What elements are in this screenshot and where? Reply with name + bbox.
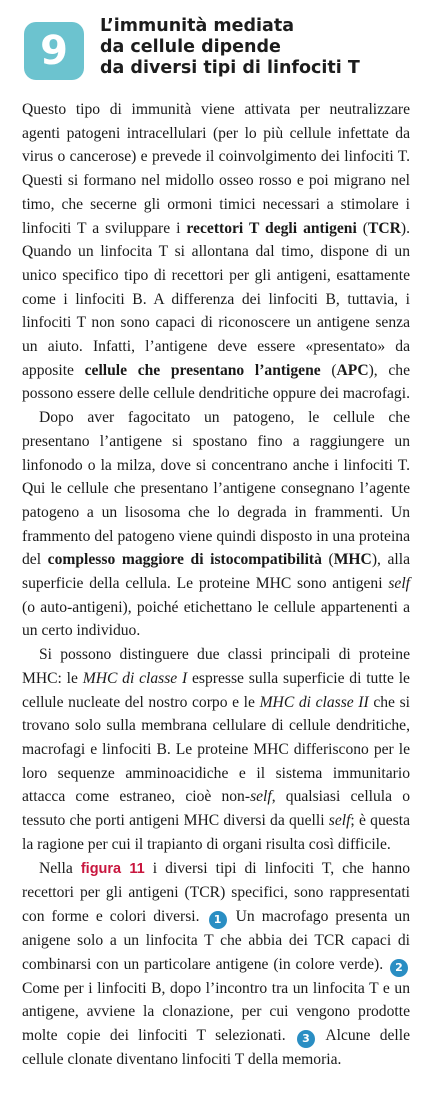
key-term-abbr: APC xyxy=(336,361,369,379)
text-run: Dopo aver fagocitato un patogeno, le cellule che presentano l’antigene si spostano fino a raggiungere un linfonodo o la milza, dove si concentrano anche i linfociti T. Qui le cellule che presentano l’antigene consegnano l’agente patogeno a un lisosoma che lo degrada in frammenti. Un frammento del patogeno viene quindi disposto in una proteina del xyxy=(22,409,410,569)
text-run: ), che possono essere delle cellule dendritiche oppure dei macrofagi. xyxy=(22,361,410,403)
key-term-abbr: TCR xyxy=(367,219,401,237)
text-run: i diversi tipi di linfociti T, che hanno recettori per gli antigeni (TCR) specifici, sono rappresentati con forme e colori diversi. xyxy=(22,859,410,925)
title-line: da diversi tipi di linfociti T xyxy=(100,58,360,78)
italic-term: MHC di classe II xyxy=(259,693,369,711)
paragraph-4 xyxy=(22,857,410,1072)
section-number-badge: 9 xyxy=(24,22,84,80)
body-text xyxy=(22,98,410,1072)
text-run: espresse sulla superficie di tutte le cellule nucleate del nostro corpo e le xyxy=(22,669,410,711)
key-term-tcr: recettori T degli antigeni xyxy=(186,219,357,237)
text-run: Questo tipo di immunità viene attivata per neutralizzare agenti patogeni intracellulari (per lo più cellule infettate da virus o cancerose) e prevede il coinvolgimento dei linfociti T. Questi si formano nel midollo osseo rosso e poi migrano nel timo, che secerne gli ormoni timici necessari a stimolare i linfociti T a sviluppare i xyxy=(22,101,410,237)
text-run: ; è questa la ragione per cui il trapianto di organi risulta così difficile. xyxy=(22,812,410,853)
figure-reference-link[interactable]: figura 11 xyxy=(80,860,145,877)
italic-term: self xyxy=(328,812,351,830)
text-run: ( xyxy=(320,361,337,379)
paragraph-1 xyxy=(22,98,410,406)
paragraph-2 xyxy=(22,406,410,643)
title-line: L’immunità mediata xyxy=(100,16,295,36)
text-run: Un macrofago presenta un anigene solo a un linfocita T che abbia dei TCR capaci di combinarsi con un particolare antigene (in colore verde). xyxy=(22,907,410,973)
italic-term: MHC di classe I xyxy=(82,669,188,687)
section-header xyxy=(24,14,424,84)
step-marker-1: 1 xyxy=(209,911,227,929)
step-marker-3: 3 xyxy=(297,1030,315,1048)
step-marker-2: 2 xyxy=(390,959,408,977)
text-run: , qualsiasi cellula o tessuto che porti antigeni MHC diversi da quelli xyxy=(22,788,410,830)
text-run: Nella xyxy=(39,859,81,877)
key-term-mhc: complesso maggiore di istocompatibilità xyxy=(47,551,322,569)
text-run: ). Quando un linfocita T si allontana dal timo, dispone di un unico specifico tipo di recettori per gli antigeni, esattamente come i linfociti B. A differenza dei linfociti B, tuttavia, i linfociti T non sono capaci di riconoscere un antigene senza un aiuto. Infatti, l’antigene deve essere «presentato» da apposite xyxy=(22,219,410,379)
text-run: Alcune delle cellule clonate diventano linfociti T della memoria. xyxy=(22,1027,410,1069)
italic-term: self xyxy=(250,788,272,806)
section-title xyxy=(100,16,420,79)
text-run: ( xyxy=(321,551,334,569)
text-run: che si trovano solo sulla membrana cellulare di cellule dendritiche, macrofagi e linfociti B. Le proteine MHC differiscono per le loro sequenze amminoacidiche e il sistema immunitario attacca come estraneo, cioè non- xyxy=(22,693,410,806)
text-run: ( xyxy=(356,219,368,237)
italic-term: self xyxy=(388,575,410,593)
key-term-apc: cellule che presentano l’antigene xyxy=(84,361,321,379)
text-run: Come per i linfociti B, dopo l’incontro tra un linfocita T e un antigene, avviene la clonazione, per cui vengono prodotte molte copie dei linfociti T selezionati. xyxy=(22,979,410,1045)
text-run: ), alla superficie della cellula. Le proteine MHC sono antigeni xyxy=(22,551,411,593)
key-term-abbr: MHC xyxy=(333,551,372,569)
text-run: Si possono distinguere due classi principali di proteine MHC: le xyxy=(22,646,410,687)
title-line: da cellule dipende xyxy=(100,37,281,57)
text-run: (o auto-antigeni), poiché etichettano le cellule appartenenti a un certo individuo. xyxy=(22,598,410,640)
paragraph-3 xyxy=(22,643,410,856)
